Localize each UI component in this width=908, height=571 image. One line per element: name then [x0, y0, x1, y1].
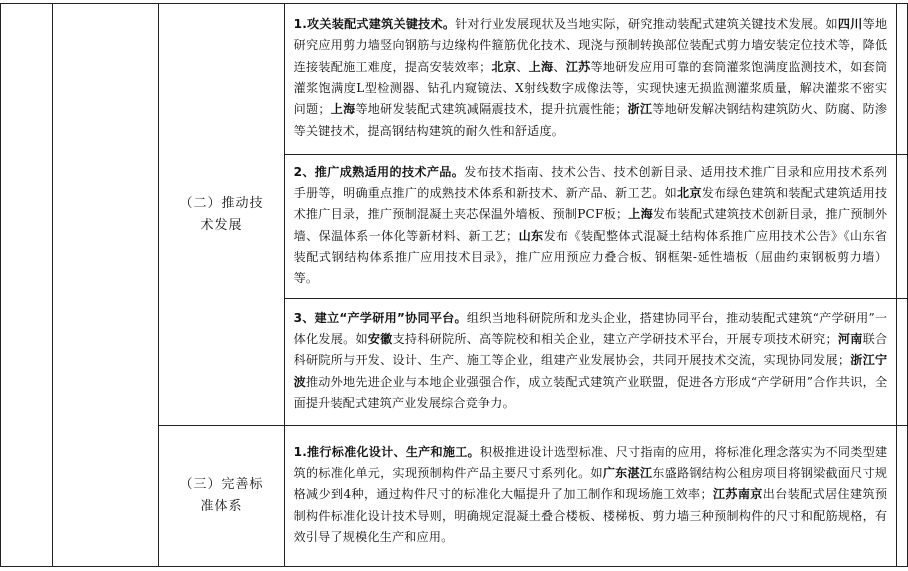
text-run: 、: [516, 59, 529, 74]
category-cell: [159, 426, 284, 567]
bold-text-run: 北京: [491, 59, 517, 74]
text-run: 支持科研院所、高等院校和相关企业，建立产学研技术平台，开展专项技术研究；: [392, 332, 838, 347]
blank-cell: [897, 4, 908, 155]
text-run: 、: [553, 59, 566, 74]
category-label: （三）完善标准体系: [179, 477, 264, 514]
bold-text-run: 北京: [677, 185, 702, 200]
content-cell: [284, 426, 897, 567]
text-run: 发布装配式建筑技术创新目录，推广预制外墙、保温体系一体化等新材料、新工艺；: [293, 207, 888, 243]
table-row: [1, 4, 908, 155]
blank-cell: [53, 4, 159, 567]
bold-text-run: 山东: [518, 228, 544, 243]
bold-text-run: 安徽: [367, 332, 393, 347]
text-run: 推动外地先进企业与本地企业强强合作，成立装配式建筑产业联盟，促进各方形成“产学研用”合作共识，全面提升装配式建筑产业发展综合竞争力。: [293, 374, 888, 410]
content-paragraph: [294, 14, 888, 142]
text-run: 积极推进设计选型标准、尺寸指南的应用，将标准化理念落实为不同类型建筑的标准化单元，实现预制构件产品主要尺寸系列化。如: [293, 444, 888, 481]
category-cell: [159, 4, 284, 426]
category-label: （二）推动技术发展: [179, 195, 264, 233]
bold-text-run: 2、推广成熟适用的技术产品。: [293, 164, 465, 179]
content-cell: [284, 4, 897, 155]
bold-text-run: 上海: [528, 59, 554, 74]
content-cell: [284, 155, 897, 299]
text-run: 发布技术指南、技术公告、技术创新目录、适用技术推广目录和应用技术系列手册等，明确重点推广的成熟技术体系和新技术、新产品、新工艺。如: [293, 164, 888, 200]
policy-table: [0, 3, 908, 567]
text-run: 等地研发解决钢结构建筑防火、防腐、防渗等关键技术，提高钢结构建筑的耐久性和舒适度。: [293, 102, 888, 138]
bold-text-run: 江苏南京: [712, 487, 763, 502]
content-paragraph: [294, 308, 888, 414]
blank-cell: [897, 155, 908, 299]
text-run: 发布《装配整体式混凝土结构体系推广应用技术公告》《山东省装配式钢结构体系推广应用技术目录》，推广应用预应力叠合板、钢框架-延性墙板（屈曲约束钢板剪力墙）等。: [293, 228, 888, 286]
bold-text-run: 上海: [330, 102, 356, 117]
blank-cell: [897, 426, 908, 567]
text-run: 等地研究应用剪力墙竖向钢筋与边缘构件箍筋优化技术、现浇与预制转换部位装配式剪力墙安装定位技术等，降低连接装配施工难度，提高安装效率；: [293, 17, 888, 74]
text-run: 等地研发应用可靠的套筒灌浆饱满度监测技术，如套筒灌浆饱满度L型检测器、钻孔内窥镜法、X射线数字成像法等，实现快速无损监测灌浆质量，解决灌浆不密实问题；: [293, 59, 888, 117]
bold-text-run: 广东湛江: [602, 466, 653, 481]
bold-text-run: 河南: [837, 332, 863, 347]
content-cell: [284, 299, 897, 426]
bold-text-run: 1.攻关装配式建筑关键技术。: [293, 17, 456, 32]
bold-text-run: 江苏: [565, 59, 591, 74]
text-run: 联合科研院所与开发、设计、生产、施工等企业，组建产业发展协会，共同开展技术交流，实现协同发展；: [293, 332, 888, 368]
bold-text-run: 1.推行标准化设计、生产和施工。: [293, 444, 480, 459]
blank-cell: [897, 299, 908, 426]
bold-text-run: 上海: [628, 207, 653, 222]
content-paragraph: [294, 442, 888, 548]
blank-cell: [1, 4, 53, 567]
text-run: 等地研发装配式建筑减隔震技术，提升抗震性能；: [355, 102, 628, 117]
text-run: 东盛路钢结构公租房项目将钢梁截面尺寸规格减少到4种，通过构件尺寸的标准化大幅提升了加工制作和现场施工效率；: [293, 466, 888, 502]
text-run: 出台装配式居住建筑预制构件标准化设计技术导则，明确规定混凝土叠合楼板、楼梯板、剪力墙三种预制构件的尺寸和配筋规格，有效引导了规模化生产和应用。: [293, 487, 888, 544]
bold-text-run: 浙江宁波: [293, 353, 888, 389]
content-paragraph: [294, 162, 888, 290]
bold-text-run: 四川: [837, 17, 863, 32]
text-run: 组织当地科研院所和龙头企业，搭建协同平台，推动装配式建筑“产学研用”一体化发展。如: [293, 310, 888, 347]
bold-text-run: 3、建立“产学研用”协同平台。: [293, 310, 467, 325]
bold-text-run: 浙江: [627, 102, 653, 117]
text-run: 针对行业发展现状及当地实际，研究推动装配式建筑关键技术发展。如: [455, 17, 838, 32]
text-run: 发布绿色建筑和装配式建筑适用技术推广目录，推广预制混凝土夹芯保温外墙板、预制PCF板；: [293, 185, 888, 222]
